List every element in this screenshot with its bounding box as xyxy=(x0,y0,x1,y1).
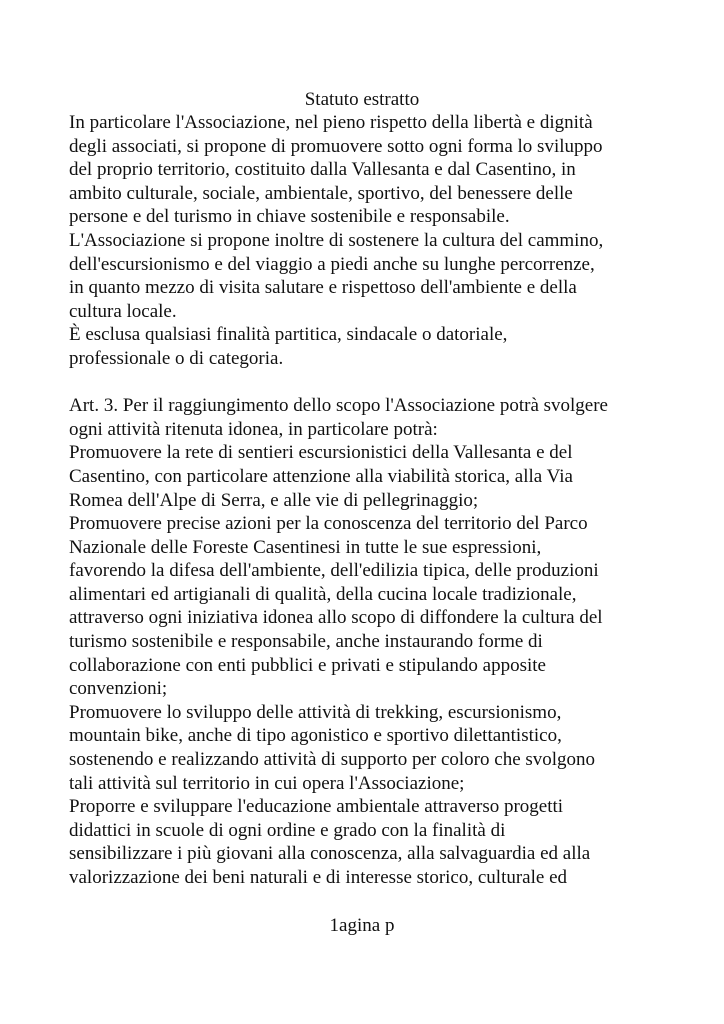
body-line: Promuovere lo sviluppo delle attività di trekking, escursionismo, xyxy=(69,701,562,723)
body-line: Proporre e sviluppare l'educazione ambientale attraverso progetti xyxy=(69,796,564,818)
body-line: È esclusa qualsiasi finalità partitica, sindacale o datoriale, xyxy=(69,324,508,346)
body-line: dell'escursionismo e del viaggio a piedi anche su lunghe percorrenze, xyxy=(69,253,595,275)
page-footer: 1agina p xyxy=(329,915,395,936)
body-line: alimentari ed artigianali di qualità, della cucina locale tradizionale, xyxy=(69,583,577,605)
body-line: attraverso ogni iniziativa idonea allo scopo di diffondere la cultura del xyxy=(69,607,603,629)
body-line: Promuovere precise azioni per la conoscenza del territorio del Parco xyxy=(69,513,588,535)
body-line: persone e del turismo in chiave sostenibile e responsabile. xyxy=(69,206,510,228)
body-line: del proprio territorio, costituito dalla Vallesanta e dal Casentino, in xyxy=(69,159,576,181)
body-line: convenzioni; xyxy=(69,678,168,700)
body-line: ogni attività ritenuta idonea, in particolare potrà: xyxy=(69,418,438,440)
body-line: tali attività sul territorio in cui opera l'Associazione; xyxy=(69,772,465,794)
body-line: mountain bike, anche di tipo agonistico e sportivo dilettantistico, xyxy=(69,725,562,747)
document-title: Statuto estratto xyxy=(304,89,420,110)
body-line: Nazionale delle Foreste Casentinesi in tutte le sue espressioni, xyxy=(69,536,542,558)
body-line: favorendo la difesa dell'ambiente, dell'edilizia tipica, delle produzioni xyxy=(69,560,599,582)
body-line: Promuovere la rete di sentieri escursionistici della Vallesanta e del xyxy=(69,442,573,464)
body-line: collaborazione con enti pubblici e privati e stipulando apposite xyxy=(69,654,546,676)
body-line: cultura locale. xyxy=(69,300,177,322)
paragraph-gap xyxy=(69,371,689,395)
body-line: ambito culturale, sociale, ambientale, sportivo, del benessere delle xyxy=(69,182,573,204)
article-3-line: Art. 3. Per il raggiungimento dello scopo l'Associazione potrà svolgere xyxy=(69,395,608,417)
body-line: professionale o di categoria. xyxy=(69,347,284,369)
body-line: didattici in scuole di ogni ordine e grado con la finalità di xyxy=(69,819,506,841)
document-body xyxy=(69,111,689,890)
body-line: Romea dell'Alpe di Serra, e alle vie di pellegrinaggio; xyxy=(69,489,479,511)
body-line: turismo sostenibile e responsabile, anche instaurando forme di xyxy=(69,631,543,653)
body-line: in quanto mezzo di visita salutare e rispettoso dell'ambiente e della xyxy=(69,277,577,299)
body-line: valorizzazione dei beni naturali e di interesse storico, culturale ed xyxy=(69,867,568,888)
body-line: sensibilizzare i più giovani alla conoscenza, alla salvaguardia ed alla xyxy=(69,843,591,865)
body-line: sostenendo e realizzando attività di supporto per coloro che svolgono xyxy=(69,749,596,771)
body-line: Casentino, con particolare attenzione alla viabilità storica, alla Via xyxy=(69,465,573,487)
body-line: In particolare l'Associazione, nel pieno rispetto della libertà e dignità xyxy=(69,112,593,133)
body-line: L'Associazione si propone inoltre di sostenere la cultura del cammino, xyxy=(69,229,604,251)
body-line: degli associati, si propone di promuovere sotto ogni forma lo sviluppo xyxy=(69,135,603,157)
